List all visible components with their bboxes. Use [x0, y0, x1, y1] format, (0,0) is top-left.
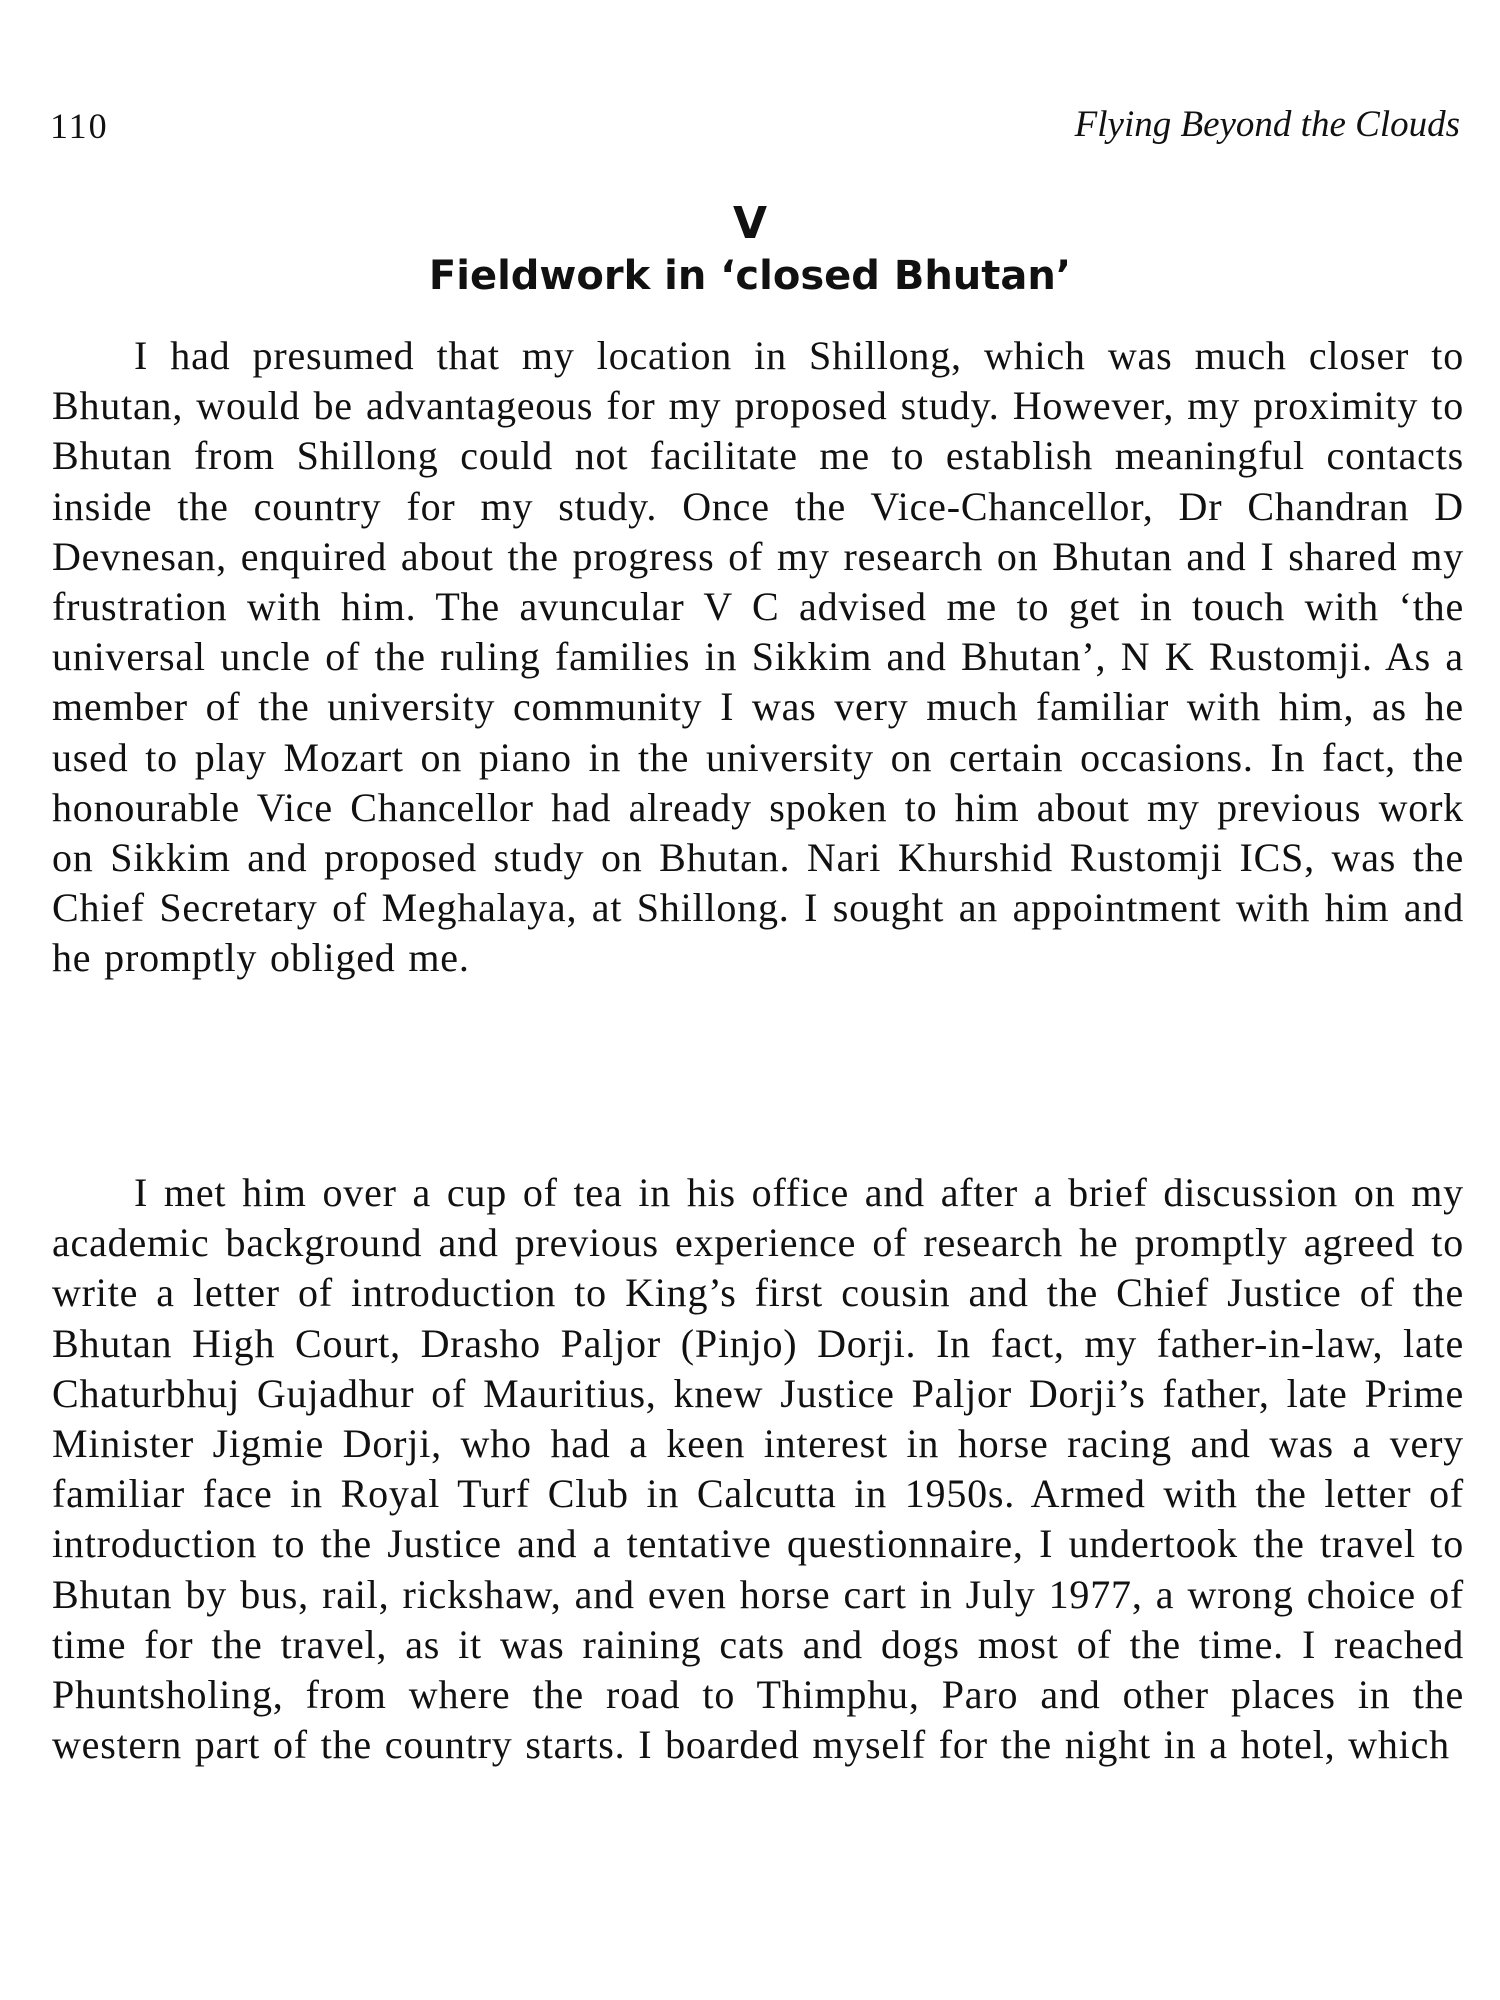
- section-title: Fieldwork in ‘closed Bhutan’: [428, 253, 1072, 299]
- page-number: 110: [50, 106, 109, 146]
- body-paragraph: I met him over a cup of tea in his office and after a brief discussion on my academic background and previous experience of research he promptly agreed to write a letter of introduction to King’s first cousin and the Chief Justice of the Bhutan High Court, Drasho Paljor (Pinjo) Dorji. In fact, my father-in-law, late Chaturbhuj Gujadhur of Mauritius, knew Justice Paljor Dorji’s father, late Prime Minister Jigmie Dorji, who had a keen interest in horse racing and was a very familiar face in Royal Turf Club in Calcutta in 1950s. Armed with the letter of introduction to the Justice and a tentative questionnaire, I undertook the travel to Bhutan by bus, rail, rickshaw, and even horse cart in July 1977, a wrong choice of time for the travel, as it was raining cats and dogs most of the time. I reached Phuntsholing, from where the road to Thimphu, Paro and other places in the western part of the country starts. I boarded myself for the night in a hotel, which: [52, 1170, 1464, 1768]
- running-book-title: Flying Beyond the Clouds: [1074, 104, 1460, 145]
- running-header: [50, 105, 1460, 155]
- section-numeral: V: [732, 198, 768, 249]
- body-paragraph: I had presumed that my location in Shillong, which was much closer to Bhutan, would be advantageous for my proposed study. However, my proximity to Bhutan from Shillong could not facilitate me to establish meaningful contacts inside the country for my study. Once the Vice-Chancellor, Dr Chandran D Devnesan, enquired about the progress of my research on Bhutan and I shared my frustration with him. The avuncular V C advised me to get in touch with ‘the universal uncle of the ruling families in Sikkim and Bhutan’, N K Rustomji. As a member of the university community I was very much familiar with him, as he used to play Mozart on piano in the university on certain occasions. In fact, the honourable Vice Chancellor had already spoken to him about my previous work on Sikkim and proposed study on Bhutan. Nari Khurshid Rustomji ICS, was the Chief Secretary of Meghalaya, at Shillong. I sought an appointment with him and he promptly obliged me.: [52, 333, 1464, 981]
